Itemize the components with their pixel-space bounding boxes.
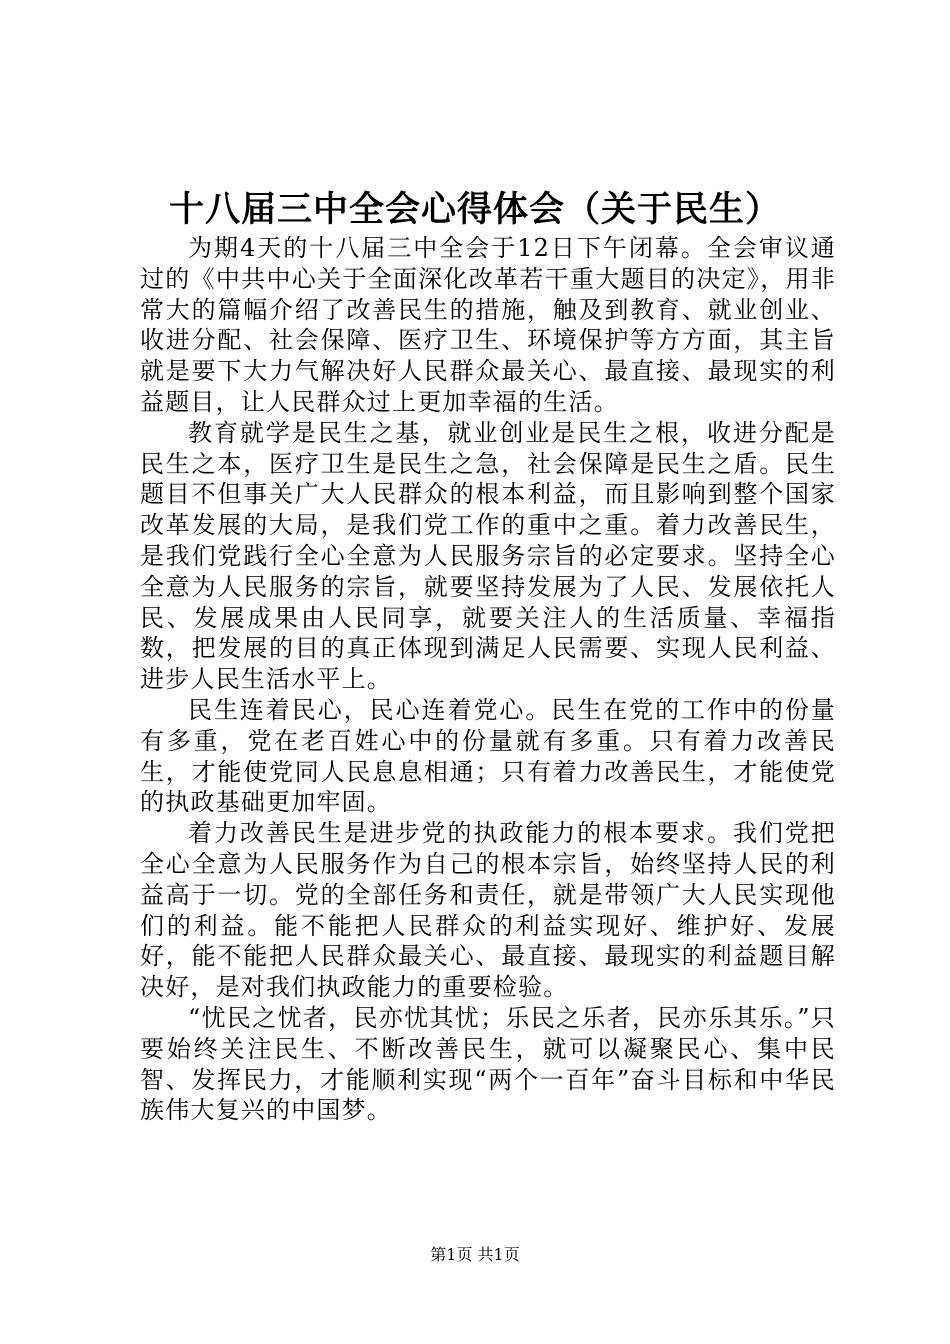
- paragraph-2: 教育就学是民生之基，就业创业是民生之根，收进分配是民生之本，医疗卫生是民生之急，社会保障是民生之盾。民生题目不但事关广大人民群众的根本利益，而且影响到整个国家改革发展的大局，是我们党工作的重中之重。着力改善民生，是我们党践行全心全意为人民服务宗旨的必定要求。坚持全心全意为人民服务的宗旨，就要坚持发展为了人民、发展依托人民、发展成果由人民同享，就要关注人的生活质量、幸福指数，把发展的目的真正体现到满足人民需要、实现人民利益、进步人民生活水平上。: [140, 418, 836, 694]
- document-body: [140, 233, 836, 1126]
- paragraph-5: “忧民之忧者，民亦忧其忧；乐民之乐者，民亦乐其乐。”只要始终关注民生、不断改善民生，就可以凝聚民心、集中民智、发挥民力，才能顺利实现“两个一百年”奋斗目标和中华民族伟大复兴的中国梦。: [140, 1003, 836, 1125]
- paragraph-3: 民生连着民心，民心连着党心。民生在党的工作中的份量有多重，党在老百姓心中的份量就有多重。只有着力改善民生，才能使党同人民息息相通；只有着力改善民生，才能使党的执政基础更加牢固。: [140, 695, 836, 817]
- paragraph-4: 着力改善民生是进步党的执政能力的根本要求。我们党把全心全意为人民服务作为自己的根本宗旨，始终坚持人民的利益高于一切。党的全部任务和责任，就是带领广大人民实现他们的利益。能不能把人民群众的利益实现好、维护好、发展好，能不能把人民群众最关心、最直接、最现实的利益题目解决好，是对我们执政能力的重要检验。: [140, 819, 836, 1002]
- paragraph-1: 为期4天的十八届三中全会于12日下午闭幕。全会审议通过的《中共中心关于全面深化改革若干重大题目的决定》，用非常大的篇幅介绍了改善民生的措施，触及到教育、就业创业、收进分配、社会保障、医疗卫生、环境保护等方方面，其主旨就是要下大力气解决好人民群众最关心、最直接、最现实的利益题目，让人民群众过上更加幸福的生活。: [140, 234, 836, 416]
- document-title: 十八届三中全会心得体会（关于民生）: [168, 189, 781, 230]
- page-footer: 第1页 共1页: [430, 1245, 520, 1264]
